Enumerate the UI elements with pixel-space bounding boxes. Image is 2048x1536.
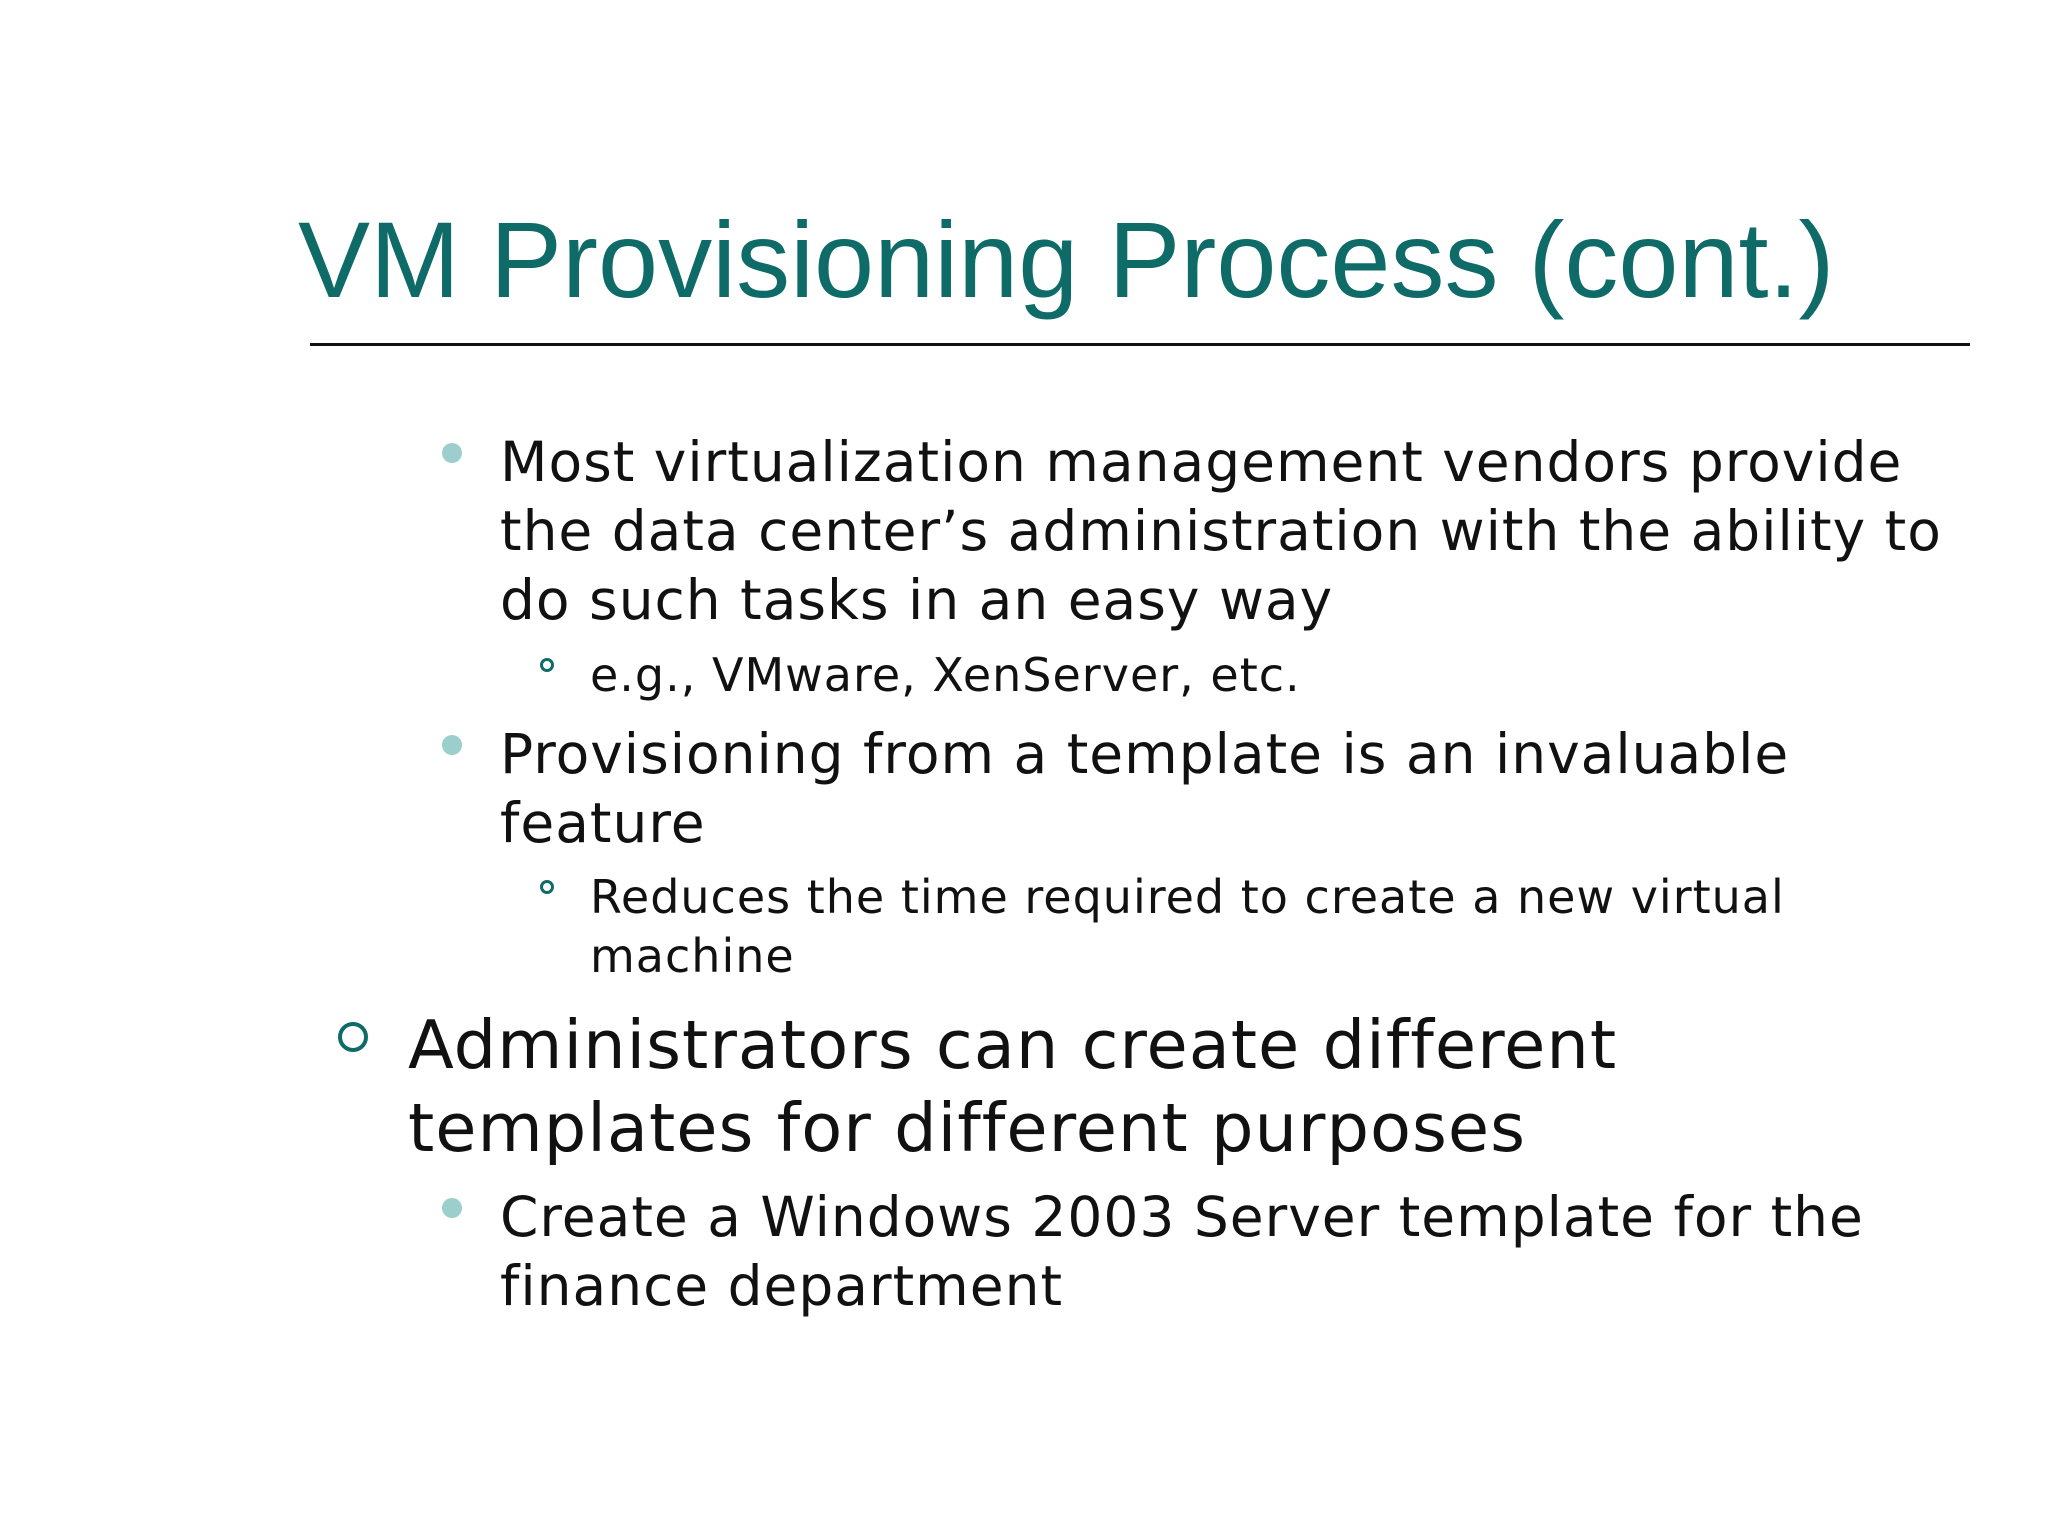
top-level-bullet-item xyxy=(408,1004,1948,1170)
sub-bullet-text: e.g., VMware, XenServer, etc. xyxy=(590,648,1301,702)
hollow-bullet-icon xyxy=(540,880,554,894)
sub-bullet-item xyxy=(590,868,1950,986)
hollow-bullet-icon xyxy=(540,658,554,672)
title-divider xyxy=(310,343,1970,346)
bullet-item xyxy=(500,428,1960,635)
bullet-text: Most virtualization management vendors provide the data center’s administration with the ability to do such tasks in an easy way xyxy=(500,430,1942,632)
sub-bullet-text: Reduces the time required to create a new virtual machine xyxy=(590,870,1785,983)
filled-bullet-icon xyxy=(442,735,462,755)
filled-bullet-icon xyxy=(442,443,462,463)
hollow-bullet-icon xyxy=(338,1022,368,1052)
bullet-text: Provisioning from a template is an invaluable feature xyxy=(500,722,1790,855)
filled-bullet-icon xyxy=(442,1198,462,1218)
sub-bullet-item xyxy=(590,646,1950,705)
bullet-item xyxy=(500,1183,1960,1321)
bullet-text: Create a Windows 2003 Server template for the finance department xyxy=(500,1185,1864,1318)
top-level-bullet-text: Administrators can create different templates for different purposes xyxy=(408,1006,1618,1167)
slide-title: VM Provisioning Process (cont.) xyxy=(298,199,1835,320)
bullet-item xyxy=(500,720,1960,858)
